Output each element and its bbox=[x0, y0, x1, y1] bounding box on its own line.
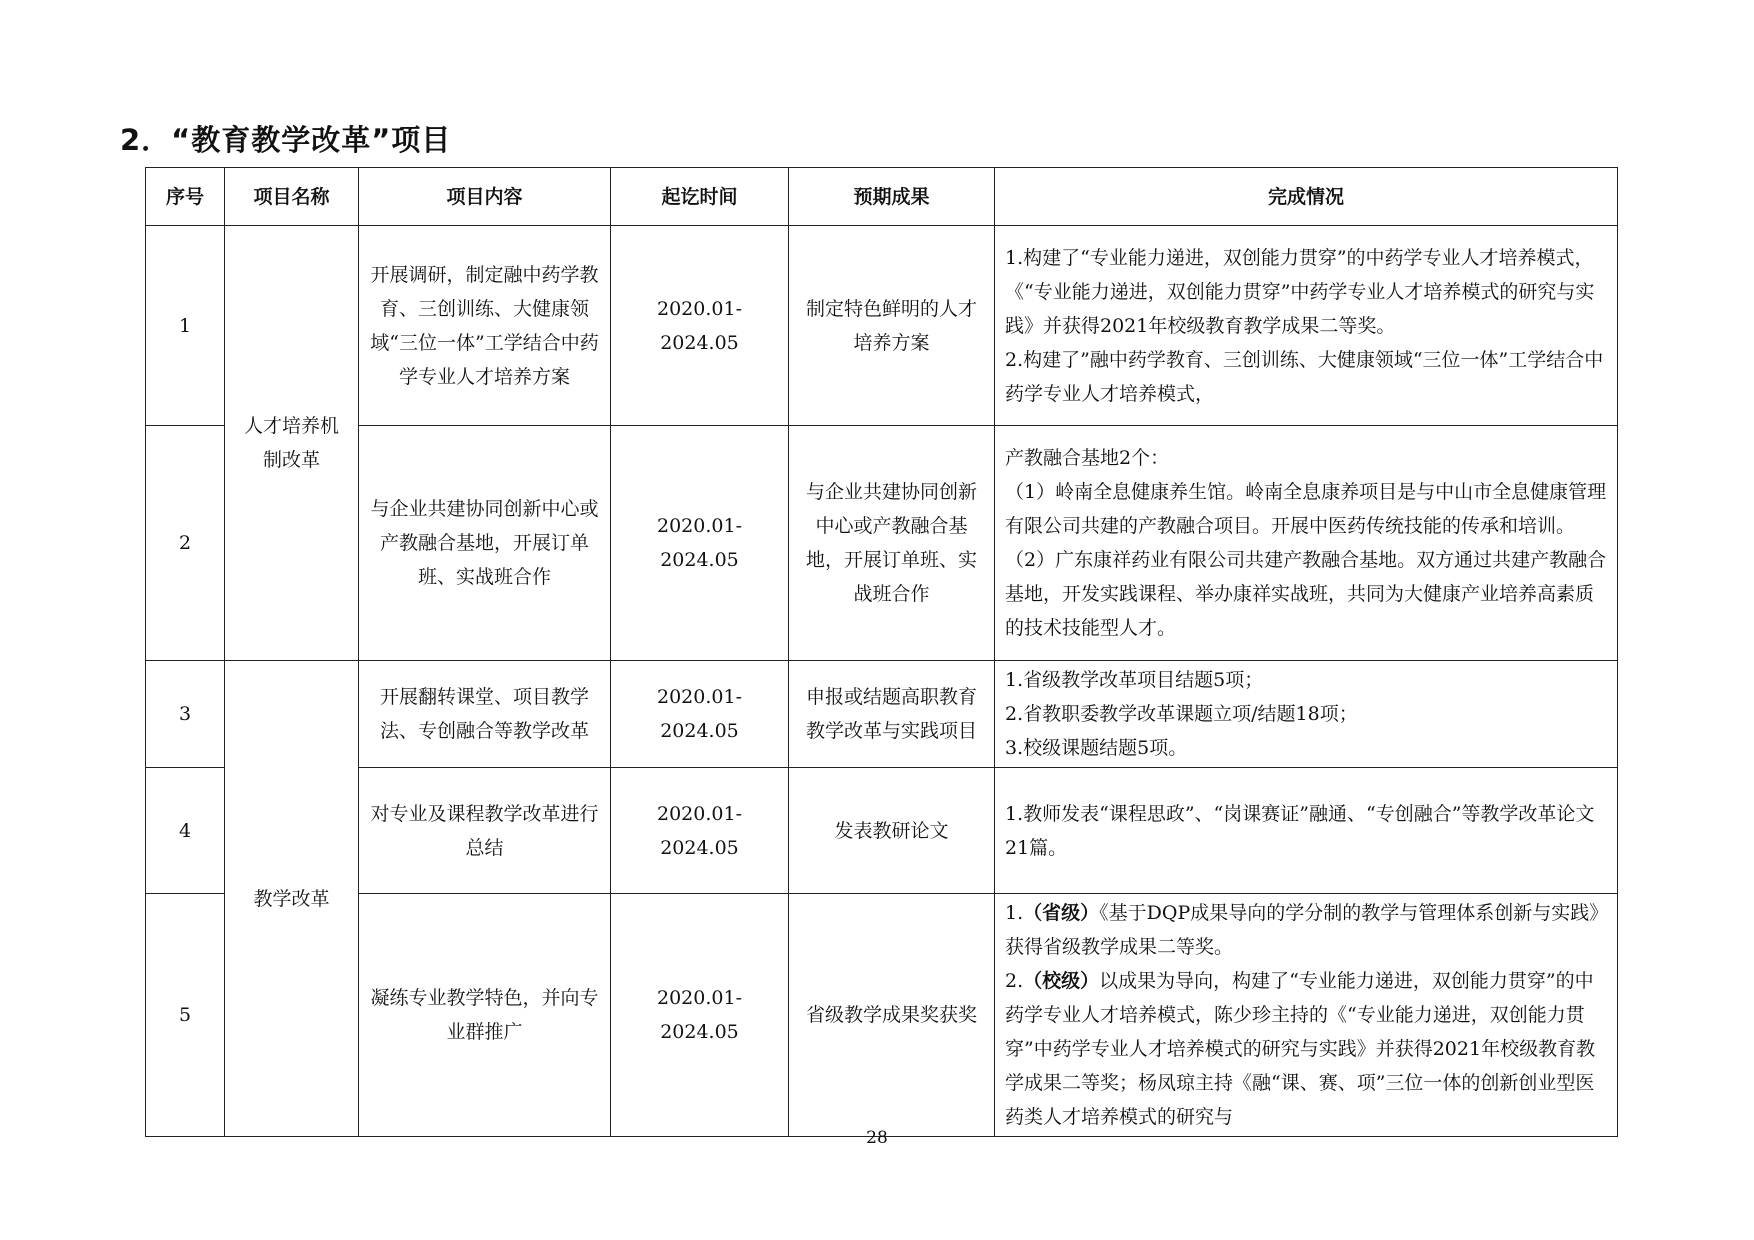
status-line bbox=[1005, 896, 1607, 964]
table-row bbox=[146, 768, 1618, 894]
status-prefix: 2. bbox=[1005, 970, 1024, 992]
header-name: 项目名称 bbox=[225, 168, 359, 226]
header-content: 项目内容 bbox=[359, 168, 611, 226]
status-line: （2）广东康祥药业有限公司共建产教融合基地。双方通过共建产教融合基地，开发实践课程、举办康祥实战班，共同为大健康产业培养高素质的技术技能型人才。 bbox=[1005, 549, 1607, 639]
row-num: 4 bbox=[146, 768, 225, 894]
row-outcome: 申报或结题高职教育教学改革与实践项目 bbox=[789, 661, 995, 768]
header-outcome: 预期成果 bbox=[789, 168, 995, 226]
status-level: （省级） bbox=[1023, 902, 1100, 924]
row-status bbox=[995, 226, 1618, 426]
row-status bbox=[995, 768, 1618, 894]
row-outcome: 与企业共建协同创新中心或产教融合基地，开展订单班、实战班合作 bbox=[789, 426, 995, 661]
header-num: 序号 bbox=[146, 168, 225, 226]
row-content: 对专业及课程教学改革进行总结 bbox=[359, 768, 611, 894]
header-period: 起讫时间 bbox=[611, 168, 789, 226]
status-line: 1.教师发表“课程思政”、“岗课赛证”融通、“专创融合”等教学改革论文21篇。 bbox=[1005, 802, 1595, 859]
row-num: 2 bbox=[146, 426, 225, 661]
row-outcome: 制定特色鲜明的人才培养方案 bbox=[789, 226, 995, 426]
status-level: （校级） bbox=[1023, 970, 1100, 992]
table-row bbox=[146, 426, 1618, 661]
row-content: 凝练专业教学特色，并向专业群推广 bbox=[359, 894, 611, 1137]
row-period: 2020.01-2024.05 bbox=[611, 226, 789, 426]
row-status bbox=[995, 661, 1618, 768]
status-line: （1）岭南全息健康养生馆。岭南全息康养项目是与中山市全息健康管理有限公司共建的产教融合项目。开展中医药传统技能的传承和培训。 bbox=[1005, 481, 1607, 537]
row-period: 2020.01-2024.05 bbox=[611, 661, 789, 768]
status-prefix: 1. bbox=[1005, 902, 1024, 924]
row-outcome: 省级教学成果奖获奖 bbox=[789, 894, 995, 1137]
project-table bbox=[145, 167, 1618, 1137]
row-num: 3 bbox=[146, 661, 225, 768]
status-line: 1.省级教学改革项目结题5项； bbox=[1005, 669, 1264, 691]
row-content: 开展调研，制定融中药学教育、三创训练、大健康领域“三位一体”工学结合中药学专业人才培养方案 bbox=[359, 226, 611, 426]
row-period: 2020.01-2024.05 bbox=[611, 768, 789, 894]
row-period: 2020.01-2024.05 bbox=[611, 894, 789, 1137]
row-content: 与企业共建协同创新中心或产教融合基地，开展订单班、实战班合作 bbox=[359, 426, 611, 661]
table-row bbox=[146, 661, 1618, 768]
status-text: 以成果为导向，构建了“专业能力递进，双创能力贯穿”的中药学专业人才培养模式，陈少珍主持的《“专业能力递进，双创能力贯穿”中药学专业人才培养模式的研究与实践》并获得2021年校级教育教学成果二等奖；杨凤琼主持《融“课、赛、项”三位一体的创新创业型医药类人才培养模式的研究与 bbox=[1005, 970, 1596, 1128]
group-name: 人才培养机制改革 bbox=[225, 226, 359, 661]
section-heading: 2．“教育教学改革”项目 bbox=[120, 123, 452, 157]
status-text: 《基于DQP成果导向的学分制的教学与管理体系创新与实践》获得省级教学成果二等奖。 bbox=[1005, 902, 1599, 958]
table-row bbox=[146, 226, 1618, 426]
status-line bbox=[1005, 964, 1607, 1134]
status-line: 3.校级课题结题5项。 bbox=[1005, 737, 1188, 759]
group-name: 教学改革 bbox=[225, 661, 359, 1137]
page-number: 28 bbox=[866, 1128, 888, 1148]
table-row bbox=[146, 894, 1618, 1137]
row-num: 1 bbox=[146, 226, 225, 426]
status-line: 2.构建了”融中药学教育、三创训练、大健康领域“三位一体”工学结合中药学专业人才培养模式， bbox=[1005, 348, 1604, 405]
row-outcome: 发表教研论文 bbox=[789, 768, 995, 894]
status-line: 1.构建了“专业能力递进，双创能力贯穿”的中药学专业人才培养模式，《“专业能力递进，双创能力贯穿”中药学专业人才培养模式的研究与实践》并获得2021年校级教育教学成果二等奖。 bbox=[1005, 246, 1595, 337]
status-line: 产教融合基地2个： bbox=[1005, 447, 1170, 469]
row-num: 5 bbox=[146, 894, 225, 1137]
row-content: 开展翻转课堂、项目教学法、专创融合等教学改革 bbox=[359, 661, 611, 768]
row-status bbox=[995, 426, 1618, 661]
row-period: 2020.01-2024.05 bbox=[611, 426, 789, 661]
row-status bbox=[995, 894, 1618, 1137]
status-line: 2.省教职委教学改革课题立项/结题18项； bbox=[1005, 703, 1358, 725]
header-status: 完成情况 bbox=[995, 168, 1618, 226]
header-row bbox=[146, 168, 1618, 226]
